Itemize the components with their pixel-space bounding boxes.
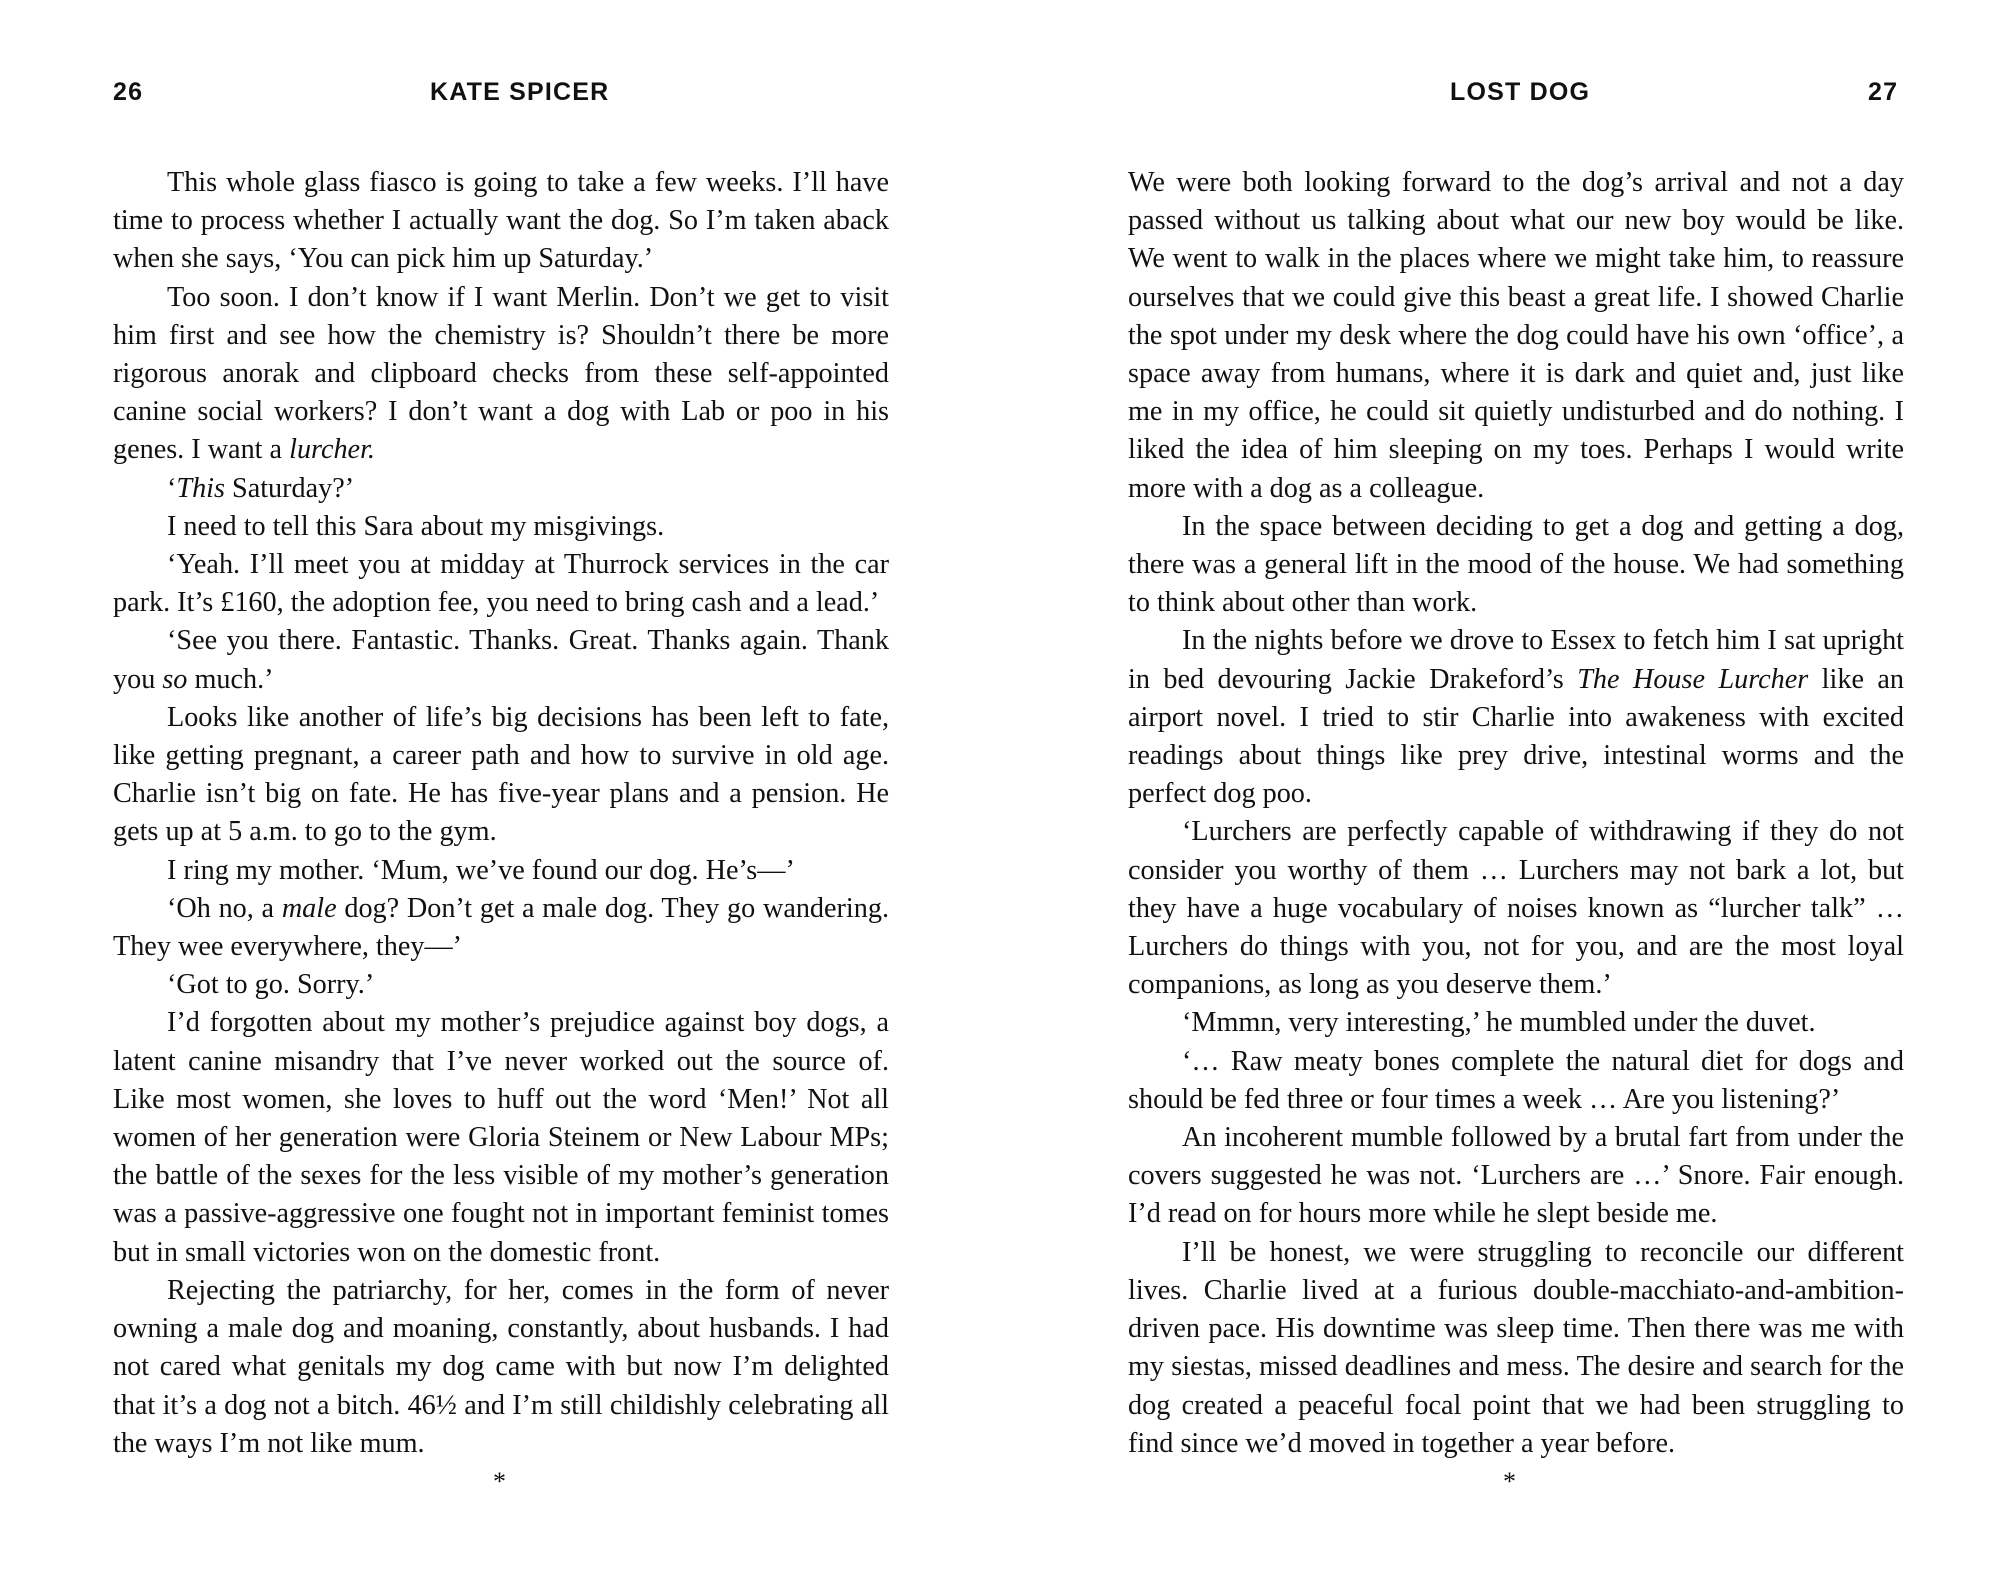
- text-run: Looks like another of life’s big decisions has been left to fate, like getting pregnant, a career path and how to survive in old age. Charlie isn’t big on fate. He has five-year plans and a pension. He gets up at 5 a.m. to go to the gym.: [113, 701, 889, 848]
- italic-text: so: [162, 663, 188, 695]
- right-running-head: LOST DOG: [1450, 78, 1591, 106]
- text-run: I’ll be honest, we were struggling to reconcile our different lives. Charlie lived at a furious double-macchiato-and-ambition-driven pace. His downtime was sleep time. Then there was me with my siestas, missed deadlines and mess. The desire and search for the dog created a peaceful focal point that we had been struggling to find since we’d moved in together a year before.: [1128, 1236, 1904, 1459]
- left-page-number: 26: [113, 78, 144, 106]
- paragraph: [1128, 1234, 1904, 1463]
- paragraph: [113, 852, 889, 890]
- paragraph: [113, 470, 889, 508]
- paragraph: [1128, 1119, 1904, 1234]
- text-run: In the space between deciding to get a dog and getting a dog, there was a general lift in the mood of the house. We had something to think about other than work.: [1128, 510, 1904, 619]
- italic-text: lurcher.: [289, 434, 375, 466]
- paragraph: [113, 508, 889, 546]
- text-run: Saturday?’: [224, 472, 355, 504]
- text-run: I need to tell this Sara about my misgivings.: [167, 510, 665, 542]
- text-run: We were both looking forward to the dog’s arrival and not a day passed without us talking about what our new boy would be like. We went to walk in the places where we might take him, to reassure ourselves that we could give this beast a great life. I showed Charlie the spot under my desk where the dog could have his own ‘office’, a space away from humans, where it is dark and quiet and, just like me in my office, he could sit quietly undisturbed and do nothing. I liked the idea of him sleeping on my toes. Perhaps I would write more with a dog as a colleague.: [1128, 167, 1904, 504]
- italic-text: male: [281, 892, 337, 924]
- paragraph: [113, 699, 889, 852]
- left-page-body: [113, 164, 889, 1463]
- text-run: This whole glass fiasco is going to take a few weeks. I’ll have time to process whether I actually want the dog. So I’m taken aback when she says, ‘You can pick him up Saturday.’: [113, 167, 889, 275]
- text-run: much.’: [187, 663, 274, 695]
- text-run: ‘Yeah. I’ll meet you at midday at Thurrock services in the car park. It’s £160, the adoption fee, you need to bring cash and a lead.’: [113, 549, 889, 619]
- paragraph: [113, 279, 889, 470]
- right-section-break: *: [1503, 1467, 1516, 1496]
- text-run: I ring my mother. ‘Mum, we’ve found our dog. He’s—’: [167, 854, 795, 886]
- paragraph: [1128, 508, 1904, 623]
- text-run: Too soon. I don’t know if I want Merlin. Don’t we get to visit him first and see how the chemistry is? Shouldn’t there be more rigorous anorak and clipboard checks from these self-appointed canine social workers? I don’t want a dog with Lab or poo in his genes. I want a: [113, 281, 889, 466]
- left-section-break: *: [493, 1467, 506, 1496]
- right-page-number: 27: [1868, 78, 1899, 106]
- text-run: ‘… Raw meaty bones complete the natural diet for dogs and should be fed three or four times a week … Are you listening?’: [1128, 1045, 1904, 1115]
- text-run: ‘Mmmn, very interesting,’ he mumbled under the duvet.: [1182, 1007, 1816, 1039]
- text-run: ‘Lurchers are perfectly capable of withdrawing if they do not consider you worthy of them … Lurchers may not bark a lot, but they have a huge vocabulary of noises known as “lurcher talk” … Lurchers do things with you, not for you, and are the most loyal companions, as long as you deserve them.’: [1128, 816, 1904, 1001]
- right-page-body: [1128, 164, 1904, 1463]
- text-run: like an airport novel. I tried to stir Charlie into awakeness with excited readings about things like prey drive, intestinal worms and the perfect dog poo.: [1128, 663, 1905, 810]
- paragraph: [1128, 813, 1904, 1004]
- text-run: Rejecting the patriarchy, for her, comes in the form of never owning a male dog and moaning, constantly, about husbands. I had not cared what genitals my dog came with but now I’m delighted that it’s a dog not a bitch. 46½ and I’m still childishly celebrating all the ways I’m not like mum.: [113, 1274, 889, 1459]
- text-run: dog? Don’t get a male dog. They go wandering. They wee everywhere, they—’: [113, 892, 889, 963]
- left-running-head: KATE SPICER: [430, 78, 610, 106]
- text-run: ‘: [167, 472, 177, 504]
- right-page-header: [1000, 78, 2000, 118]
- paragraph: [113, 546, 889, 622]
- paragraph: [113, 622, 889, 698]
- text-run: In the nights before we drove to Essex to fetch him I sat upright in bed devouring Jackie Drakeford’s: [1128, 625, 1904, 695]
- text-run: ‘Oh no, a: [167, 892, 282, 924]
- right-page: [1000, 0, 2000, 1570]
- paragraph: [1128, 1004, 1904, 1042]
- italic-text: This: [176, 472, 225, 504]
- paragraph: [1128, 622, 1904, 813]
- paragraph: [113, 1272, 889, 1463]
- text-run: ‘See you there. Fantastic. Thanks. Great. Thanks again. Thank you: [113, 625, 889, 695]
- paragraph: [113, 966, 889, 1004]
- paragraph: [113, 890, 889, 966]
- text-run: ‘Got to go. Sorry.’: [167, 969, 375, 1001]
- paragraph: [1128, 164, 1904, 508]
- paragraph: [113, 1004, 889, 1271]
- italic-text: The House Lurcher: [1577, 663, 1809, 695]
- left-page-header: [0, 78, 1000, 118]
- paragraph: [113, 164, 889, 279]
- text-run: I’d forgotten about my mother’s prejudice against boy dogs, a latent canine misandry that I’ve never worked out the source of. Like most women, she loves to huff out the word ‘Men!’ Not all women of her generation were Gloria Steinem or New Labour MPs; the battle of the sexes for the less visible of my mother’s generation was a passive-aggressive one fought not in important feminist tomes but in small victories won on the domestic front.: [113, 1007, 889, 1268]
- text-run: An incoherent mumble followed by a brutal fart from under the covers suggested he was not. ‘Lurchers are …’ Snore. Fair enough. I’d read on for hours more while he slept beside me.: [1128, 1122, 1904, 1230]
- paragraph: [1128, 1043, 1904, 1119]
